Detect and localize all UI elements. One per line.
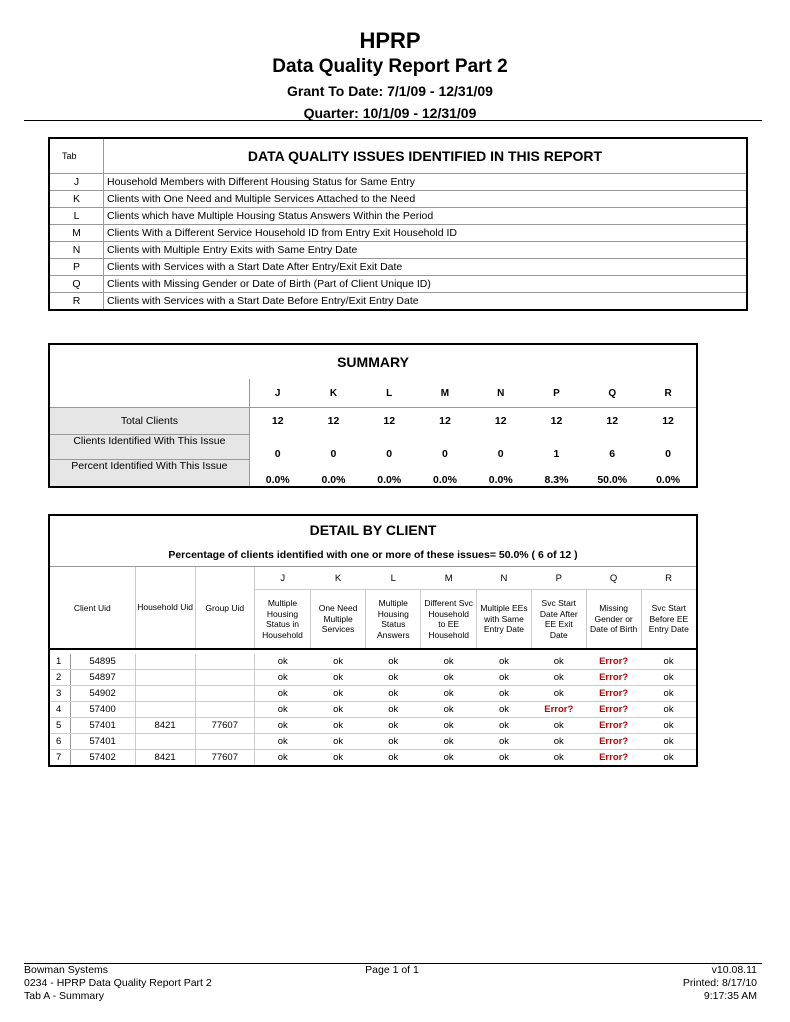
issue-status: ok (254, 750, 310, 767)
issue-row (49, 293, 747, 311)
detail-col-header: R (641, 567, 697, 590)
household-uid: 8421 (135, 750, 195, 767)
summary-value: 0.0% (321, 474, 346, 486)
issue-tab: M (49, 225, 104, 242)
issue-description: Clients With a Different Service Household ID from Entry Exit Household ID (104, 225, 748, 242)
issue-row (49, 276, 747, 293)
detail-title: DETAIL BY CLIENT (309, 522, 437, 538)
summary-row-label: Percent Identified With This Issue (49, 460, 249, 488)
issue-tab: Q (49, 276, 104, 293)
detail-subtitle: Percentage of clients identified with one or more of these issues= 50.0% ( 6 of 12 ) (49, 544, 697, 567)
issue-description: Clients with Multiple Entry Exits with Same Entry Date (104, 242, 748, 259)
row-number: 3 (49, 686, 70, 702)
issue-status: ok (366, 670, 421, 686)
client-uid-header: Client Uid (49, 567, 135, 650)
issue-status: ok (366, 718, 421, 734)
issue-status: Error? (586, 654, 641, 670)
footer-company: Bowman Systems (24, 964, 109, 976)
group-uid: 77607 (195, 750, 254, 767)
issue-row (49, 225, 747, 242)
issue-description: Clients with Services with a Start Date After Entry/Exit Exit Date (104, 259, 748, 276)
issue-status: ok (641, 702, 697, 718)
household-uid (135, 654, 195, 670)
summary-title: SUMMARY (337, 354, 409, 370)
row-number: 1 (49, 654, 70, 670)
group-uid (195, 654, 254, 670)
table-row (49, 686, 697, 702)
issue-tab: P (49, 259, 104, 276)
summary-col-header: K (306, 379, 362, 408)
issue-description: Household Members with Different Housing Status for Same Entry (104, 174, 748, 191)
detail-col-header: K (311, 567, 366, 590)
header-rule (24, 120, 762, 121)
summary-row-label: Clients Identified With This Issue (49, 435, 249, 460)
group-uid (195, 734, 254, 750)
table-row (49, 702, 697, 718)
summary-table (48, 343, 698, 488)
issue-status: ok (476, 670, 531, 686)
client-uid: 54895 (70, 654, 135, 670)
issue-status: ok (421, 734, 477, 750)
footer-time: 9:17:35 AM (703, 990, 757, 1002)
summary-value: 12 (662, 415, 674, 428)
summary-col-header: J (249, 379, 305, 408)
summary-value: 0.0% (432, 474, 457, 486)
group-uid: 77607 (195, 718, 254, 734)
detail-col-header: Q (586, 567, 641, 590)
issue-status: ok (311, 686, 366, 702)
issue-status: ok (254, 702, 310, 718)
issue-status: ok (366, 734, 421, 750)
table-row (49, 670, 697, 686)
detail-table (48, 514, 698, 767)
detail-col-header: L (366, 567, 421, 590)
issue-description: Clients with One Need and Multiple Services Attached to the Need (104, 191, 748, 208)
issue-status: ok (254, 670, 310, 686)
table-row (49, 750, 697, 767)
issue-status: ok (254, 654, 310, 670)
table-row (49, 734, 697, 750)
household-uid (135, 734, 195, 750)
issue-status: ok (366, 686, 421, 702)
issue-row (49, 191, 747, 208)
detail-col-header: N (476, 567, 531, 590)
issue-status: Error? (586, 734, 641, 750)
issue-status: ok (531, 654, 586, 670)
summary-value: 0 (442, 447, 448, 460)
detail-col-description: Multiple Housing Status in Household (254, 590, 310, 650)
issue-status: ok (531, 686, 586, 702)
issue-status: ok (366, 654, 421, 670)
row-number: 6 (49, 734, 70, 750)
detail-col-description: Different Svc Household to EE Household (421, 590, 477, 650)
summary-value: 0.0% (377, 474, 402, 486)
summary-value: 8.3% (544, 474, 569, 486)
issue-status: ok (311, 670, 366, 686)
table-row (49, 654, 697, 670)
household-uid (135, 686, 195, 702)
issue-status: Error? (586, 750, 641, 767)
issue-status: ok (421, 670, 477, 686)
summary-value: 0 (274, 447, 281, 460)
issue-status: ok (366, 702, 421, 718)
row-number: 2 (49, 670, 70, 686)
grant-period: Grant To Date: 7/1/09 - 12/31/09 (287, 83, 493, 99)
footer-page: Page 1 of 1 (365, 964, 419, 976)
client-uid: 54902 (70, 686, 135, 702)
issue-status: ok (476, 654, 531, 670)
issue-status: ok (531, 750, 586, 767)
summary-col-header: M (417, 379, 473, 408)
issue-tab: N (49, 242, 104, 259)
issue-status: ok (641, 686, 697, 702)
detail-col-description: Multiple EEs with Same Entry Date (476, 590, 531, 650)
group-uid (195, 686, 254, 702)
issue-status: ok (421, 702, 477, 718)
issue-status: ok (476, 750, 531, 767)
summary-value: 12 (327, 415, 340, 428)
issues-title: DATA QUALITY ISSUES IDENTIFIED IN THIS REPORT (104, 138, 748, 174)
detail-col-description: Svc Start Date After EE Exit Date (531, 590, 586, 650)
issue-status: ok (531, 718, 586, 734)
table-row (49, 718, 697, 734)
issue-status: ok (531, 734, 586, 750)
issues-table (48, 137, 748, 311)
quarter-period: Quarter: 10/1/09 - 12/31/09 (303, 105, 477, 121)
summary-col-header: L (361, 379, 417, 408)
summary-row (49, 435, 697, 460)
client-uid: 54897 (70, 670, 135, 686)
summary-value: 0 (330, 447, 337, 460)
footer-report: 0234 - HPRP Data Quality Report Part 2 (24, 977, 212, 989)
summary-value: 0.0% (656, 474, 681, 486)
summary-value: 12 (606, 415, 619, 428)
issue-status: ok (311, 734, 366, 750)
summary-row (49, 460, 697, 488)
summary-corner (49, 379, 249, 408)
row-number: 7 (49, 750, 70, 767)
summary-value: 6 (609, 447, 616, 460)
detail-col-description: One Need Multiple Services (311, 590, 366, 650)
detail-col-description: Multiple Housing Status Answers (366, 590, 421, 650)
issue-description: Clients with Missing Gender or Date of Birth (Part of Client Unique ID) (104, 276, 748, 293)
summary-col-header: P (529, 379, 585, 408)
issue-status: Error? (531, 702, 586, 718)
issue-status: ok (421, 686, 477, 702)
client-uid: 57402 (70, 750, 135, 767)
issue-status: ok (476, 734, 531, 750)
issue-status: ok (311, 654, 366, 670)
summary-value: 12 (271, 415, 284, 428)
issue-row (49, 259, 747, 276)
issue-status: ok (476, 718, 531, 734)
detail-col-header: M (421, 567, 477, 590)
row-number: 4 (49, 702, 70, 718)
issue-status: ok (641, 670, 697, 686)
issue-tab: K (49, 191, 104, 208)
detail-col-description: Missing Gender or Date of Birth (586, 590, 641, 650)
summary-row-label: Total Clients (49, 408, 249, 435)
issue-row (49, 208, 747, 225)
group-uid (195, 670, 254, 686)
footer-version: v10.08.11 (711, 964, 757, 976)
summary-value: 12 (383, 415, 396, 428)
issue-status: ok (476, 686, 531, 702)
client-uid: 57401 (70, 734, 135, 750)
issue-status: ok (311, 718, 366, 734)
summary-value: 0.0% (265, 474, 290, 486)
issue-status: Error? (586, 702, 641, 718)
client-uid: 57401 (70, 718, 135, 734)
issue-status: ok (641, 750, 697, 767)
summary-col-header: R (640, 379, 697, 408)
household-uid (135, 702, 195, 718)
report-title: HPRP (359, 28, 421, 53)
issue-status: ok (641, 654, 697, 670)
summary-value: 1 (553, 447, 560, 460)
issue-status: ok (641, 718, 697, 734)
summary-col-header: Q (584, 379, 640, 408)
detail-col-header: J (254, 567, 310, 590)
summary-value: 50.0% (597, 474, 628, 486)
issue-tab: L (49, 208, 104, 225)
issue-status: ok (421, 718, 477, 734)
issue-status: Error? (586, 718, 641, 734)
issue-status: ok (366, 750, 421, 767)
household-uid: 8421 (135, 718, 195, 734)
row-number: 5 (49, 718, 70, 734)
summary-value: 0 (665, 447, 671, 460)
issue-tab: R (49, 293, 104, 311)
issue-status: ok (421, 750, 477, 767)
issue-status: ok (531, 670, 586, 686)
issue-status: ok (311, 702, 366, 718)
summary-value: 0.0% (488, 474, 513, 486)
issue-status: ok (421, 654, 477, 670)
household-uid-header: Household Uid (135, 567, 195, 650)
issue-status: ok (254, 718, 310, 734)
detail-col-header: P (531, 567, 586, 590)
report-subtitle: Data Quality Report Part 2 (272, 56, 508, 77)
issue-status: ok (254, 734, 310, 750)
issue-row (49, 174, 747, 191)
tab-header: Tab (49, 138, 104, 174)
footer-tab: Tab A - Summary (24, 990, 104, 1002)
summary-col-header: N (473, 379, 529, 408)
issue-status: Error? (586, 686, 641, 702)
group-uid (195, 702, 254, 718)
issue-status: ok (311, 750, 366, 767)
issue-status: ok (476, 702, 531, 718)
issue-description: Clients which have Multiple Housing Status Answers Within the Period (104, 208, 748, 225)
issue-row (49, 242, 747, 259)
issue-status: ok (641, 734, 697, 750)
summary-value: 12 (439, 415, 451, 428)
summary-value: 0 (497, 447, 504, 460)
summary-row (49, 408, 697, 435)
client-uid: 57400 (70, 702, 135, 718)
footer-printed: Printed: 8/17/10 (682, 977, 757, 989)
summary-value: 0 (386, 447, 393, 460)
group-uid-header: Group Uid (195, 567, 254, 650)
detail-col-description: Svc Start Before EE Entry Date (641, 590, 697, 650)
summary-value: 12 (550, 415, 563, 428)
issue-tab: J (49, 174, 104, 191)
issue-description: Clients with Services with a Start Date Before Entry/Exit Entry Date (104, 293, 748, 311)
household-uid (135, 670, 195, 686)
issue-status: ok (254, 686, 310, 702)
summary-value: 12 (494, 415, 507, 428)
issue-status: Error? (586, 670, 641, 686)
